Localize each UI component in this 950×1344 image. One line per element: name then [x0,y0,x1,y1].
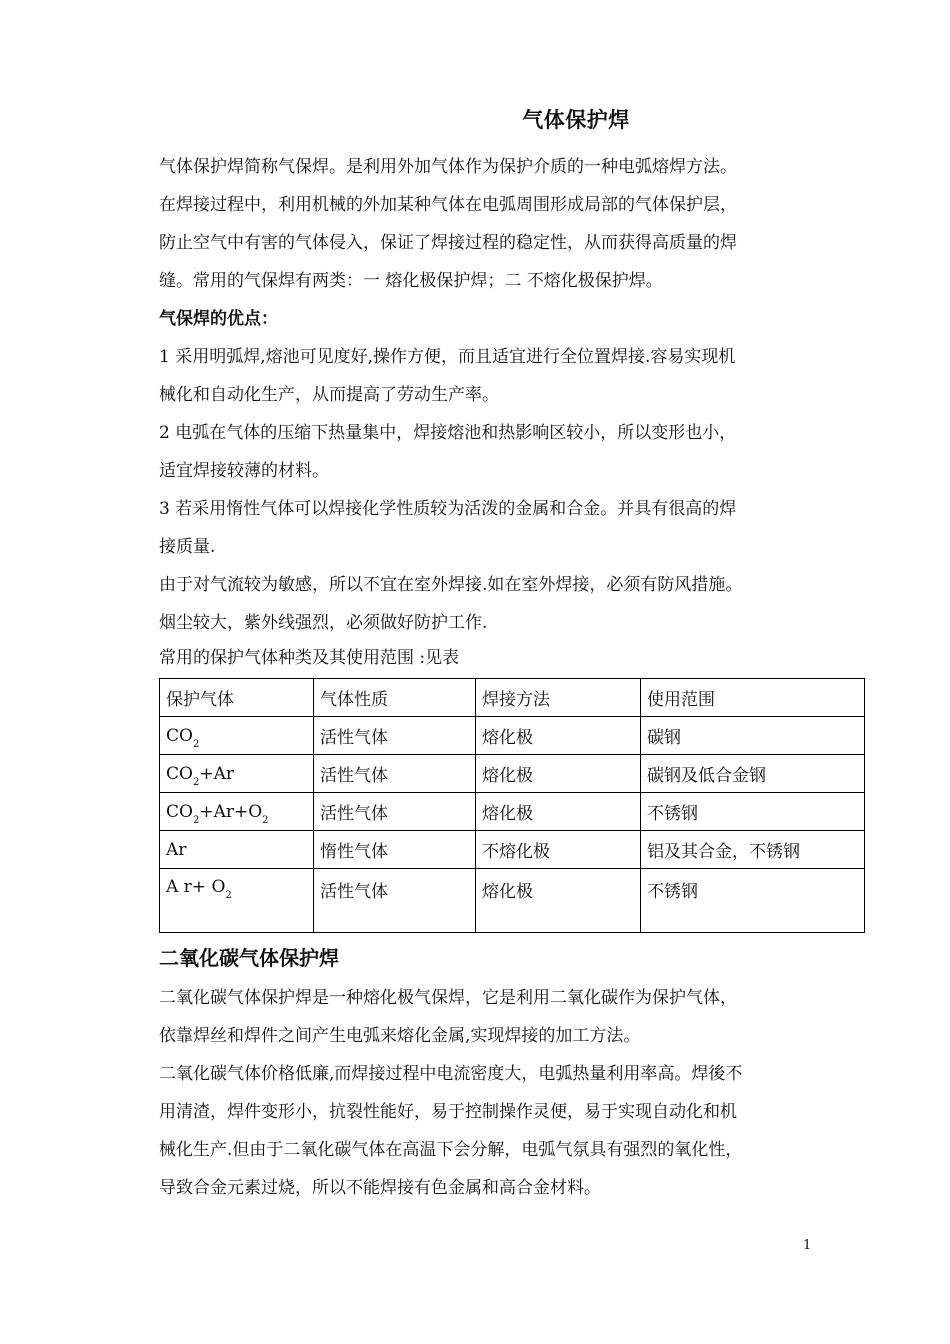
gas-cell: $CO_2+Ar+O_2$ [160,793,314,831]
method-cell: 熔化极 [476,717,641,755]
gas-cell: A $r+ O_2$ [160,869,314,933]
co2-line: 二氧化碳气体价格低廉,而焊接过程中电流密度大，电弧热量利用率高。焊後不 [159,1064,743,1084]
method-cell: 熔化极 [476,793,641,831]
co2-line: 依靠焊丝和焊件之间产生电弧来熔化金属,实现焊接的加工方法。 [159,1026,641,1046]
intro-line: 气体保护焊简称气保焊。是利用外加气体作为保护介质的一种电弧熔焊方法。 [159,157,737,177]
intro-line: 缝。常用的气保焊有两类：一 熔化极保护焊；二 不熔化极保护焊。 [159,271,663,291]
method-cell: 不熔化极 [476,831,641,869]
advantage-line: 械化和自动化生产，从而提高了劳动生产率。 [159,385,499,405]
table-header-row [160,679,865,717]
page-number: 1 [803,1238,812,1253]
table-header-cell: 使用范围 [641,679,865,717]
property-cell: 活性气体 [314,755,476,793]
method-cell: 熔化极 [476,869,641,933]
table-header-cell: 焊接方法 [476,679,641,717]
usage-cell: 不锈钢 [641,869,865,933]
co2-line: 械化生产.但由于二氧化碳气体在高温下会分解，电弧气氛具有强烈的氧化性， [159,1140,743,1160]
co2-section-heading: 二氧化碳气体保护焊 [159,946,339,970]
gas-cell: $CO_2$ [160,717,314,755]
table-row [160,869,865,933]
method-cell: 熔化极 [476,755,641,793]
table-header-cell: 保护气体 [160,679,314,717]
table-caption: 常用的保护气体种类及其使用范围 :见表 [159,648,460,668]
table-row [160,831,865,869]
advantages-heading: 气保焊的优点： [159,309,278,329]
advantage-line: 接质量. [159,537,216,557]
usage-cell: 碳钢 [641,717,865,755]
shielding-gas-table [159,678,865,933]
property-cell: 惰性气体 [314,831,476,869]
intro-line: 在焊接过程中，利用机械的外加某种气体在电弧周围形成局部的气体保护层， [159,195,737,215]
table-row [160,717,865,755]
usage-cell: 不锈钢 [641,793,865,831]
advantage-line: 3 若采用惰性气体可以焊接化学性质较为活泼的金属和合金。并具有很高的焊 [159,499,737,519]
drawback-line: 烟尘较大，紫外线强烈，必须做好防护工作. [159,613,488,633]
co2-line: 导致合金元素过烧，所以不能焊接有色金属和高合金材料。 [159,1178,601,1198]
drawback-line: 由于对气流较为敏感，所以不宜在室外焊接.如在室外焊接，必须有防风措施。 [159,575,743,595]
usage-cell: 碳钢及低合金钢 [641,755,865,793]
document-title: 气体保护焊 [522,107,630,132]
table-header-cell: 气体性质 [314,679,476,717]
gas-cell: Ar [160,831,314,869]
advantage-line: 适宜焊接较薄的材料。 [159,461,329,481]
usage-cell: 铝及其合金，不锈钢 [641,831,865,869]
document-body [159,148,819,1207]
advantage-line: 2 电弧在气体的压缩下热量集中，焊接熔池和热影响区较小，所以变形也小， [159,423,737,443]
table-row [160,755,865,793]
co2-line: 二氧化碳气体保护焊是一种熔化极气保焊，它是利用二氧化碳作为保护气体， [159,988,737,1008]
intro-line: 防止空气中有害的气体侵入，保证了焊接过程的稳定性，从而获得高质量的焊 [159,233,737,253]
property-cell: 活性气体 [314,869,476,933]
property-cell: 活性气体 [314,717,476,755]
table-row [160,793,865,831]
property-cell: 活性气体 [314,793,476,831]
advantage-line: 1 采用明弧焊,熔池可见度好,操作方便，而且适宜进行全位置焊接.容易实现机 [159,347,736,367]
co2-line: 用清渣，焊件变形小，抗裂性能好，易于控制操作灵便，易于实现自动化和机 [159,1102,737,1122]
gas-cell: $CO_2+Ar$ [160,755,314,793]
